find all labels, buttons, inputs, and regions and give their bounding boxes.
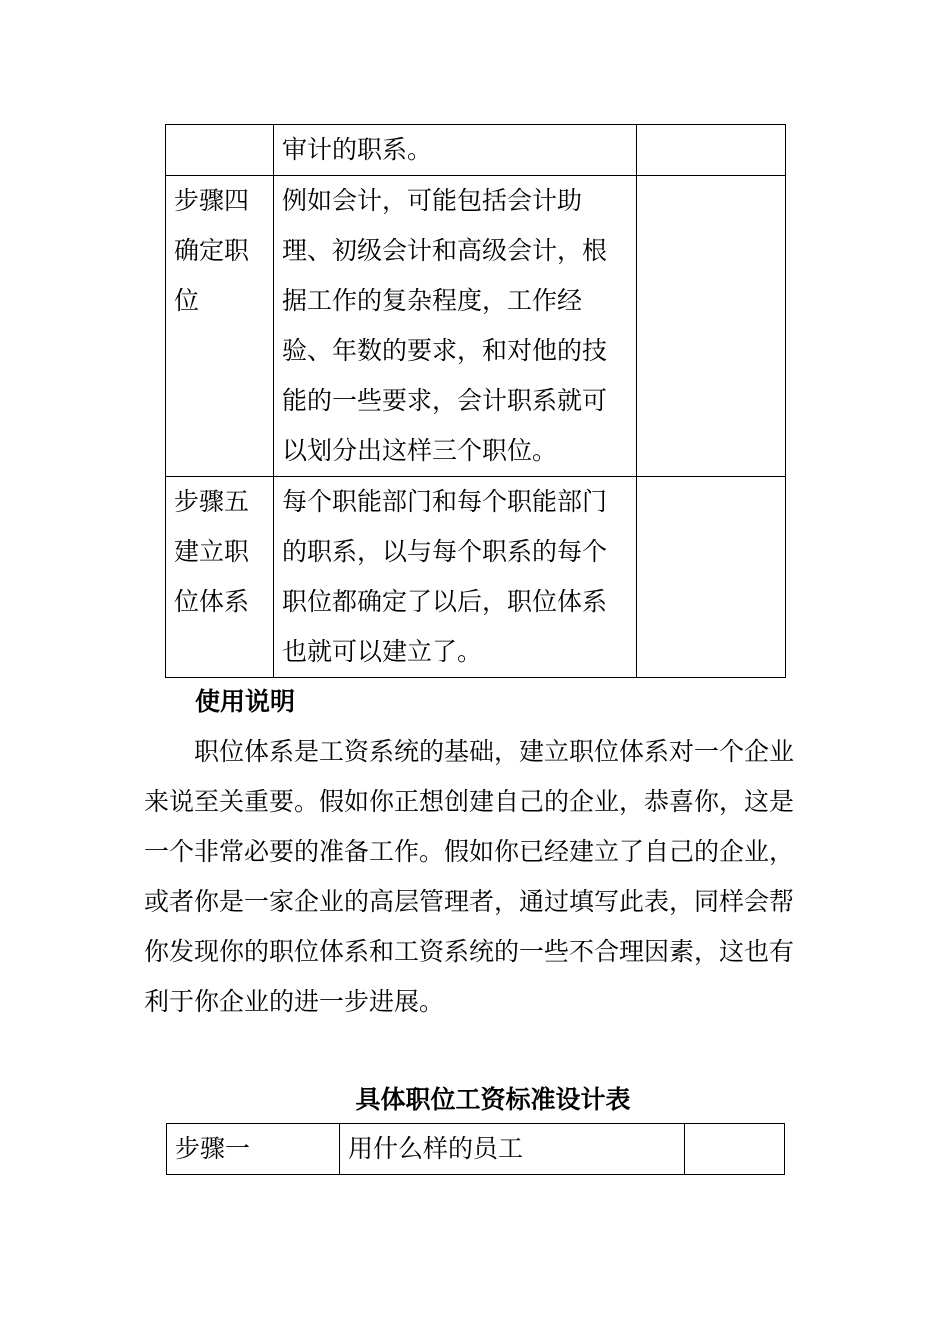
step-cell: 步骤一 — [167, 1124, 340, 1175]
note-cell — [637, 125, 786, 176]
content-cell: 每个职能部门和每个职能部门的职系，以与每个职系的每个职位都确定了以后，职位体系也就可以建立了。 — [274, 477, 637, 678]
step-cell — [166, 125, 274, 176]
content-cell: 审计的职系。 — [274, 125, 637, 176]
salary-standard-table — [166, 1123, 785, 1175]
note-cell — [637, 477, 786, 678]
step-cell: 步骤五建立职位体系 — [166, 477, 274, 678]
content-cell: 例如会计，可能包括会计助理、初级会计和高级会计，根据工作的复杂程度，工作经验、年数的要求，和对他的技能的一些要求，会计职系就可以划分出这样三个职位。 — [274, 176, 637, 477]
note-cell — [637, 176, 786, 477]
job-system-table — [165, 124, 786, 678]
table-row — [167, 1124, 785, 1175]
table-row — [166, 477, 786, 678]
note-cell — [685, 1124, 785, 1175]
table-row — [166, 125, 786, 176]
usage-paragraph: 职位体系是工资系统的基础，建立职位体系对一个企业来说至关重要。假如你正想创建自己的企业，恭喜你，这是一个非常必要的准备工作。假如你已经建立了自己的企业，或者你是一家企业的高层管理者，通过填写此表，同样会帮你发现你的职位体系和工资系统的一些不合理因素，这也有利于你企业的进一步进展。 — [144, 737, 795, 1016]
content-cell: 用什么样的员工 — [340, 1124, 685, 1175]
step-cell: 步骤四确定职位 — [166, 176, 274, 477]
usage-heading: 使用说明 — [195, 687, 296, 716]
table-row — [166, 176, 786, 477]
salary-table-title: 具体职位工资标准设计表 — [355, 1085, 631, 1114]
